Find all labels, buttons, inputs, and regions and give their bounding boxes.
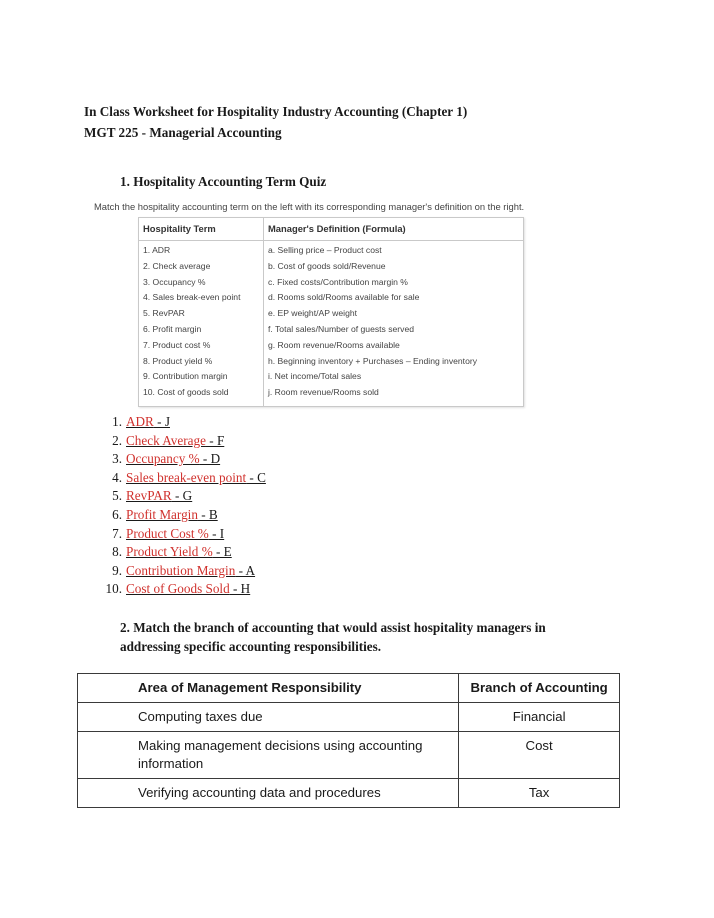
answer-letter: - I [208,525,225,541]
quiz-col-term-header: Hospitality Term [143,223,216,234]
quiz-term: 3. Occupancy % [143,276,206,287]
branch-column-header: Branch of Accounting [459,674,620,703]
answer-number: 7. [112,525,122,541]
quiz-definition: f. Total sales/Number of guests served [268,323,415,334]
quiz-term: 4. Sales break-even point [143,292,241,303]
quiz-definition: d. Rooms sold/Rooms available for sale [268,292,420,303]
quiz-term: 10. Cost of goods sold [143,387,229,398]
section2-heading: 2. Match the branch of accounting that would assist hospitality managers in addressing specific accounting responsibilities. [120,620,546,654]
area-cell: Computing taxes due [78,703,459,732]
table-row [78,703,620,732]
answer-text [126,506,218,525]
quiz-term: 5. RevPAR [143,308,185,319]
quiz-definition: b. Cost of goods sold/Revenue [268,260,386,271]
answer-letter: - A [235,562,256,578]
area-column-header: Area of Management Responsibility [78,674,459,703]
answer-term: Occupancy % [126,451,200,467]
answer-term: Product Yield % [126,544,213,560]
answer-text [126,487,192,506]
answer-letter: - B [197,506,218,522]
branch-table [77,673,620,808]
branch-table-header [78,674,620,703]
quiz-term: 6. Profit margin [143,323,202,334]
quiz-row [139,356,523,372]
answer-number: 5. [112,488,122,504]
answer-term: Sales break-even point [126,469,247,485]
answer-number: 10. [105,581,122,597]
quiz-row [139,292,523,308]
answer-number: 6. [112,506,122,522]
answer-term: Check Average [126,432,206,448]
quiz-col-definition-header: Manager's Definition (Formula) [268,223,406,234]
quiz-definition: e. EP weight/AP weight [268,308,358,319]
answer-letter: - E [212,544,232,560]
quiz-row [139,340,523,356]
quiz-table-header [139,218,523,241]
answer-letter: - J [153,414,170,429]
answer-text [126,525,224,544]
answer-text [126,450,220,469]
quiz-row [139,324,523,340]
answer-number: 9. [112,562,122,578]
quiz-row [139,387,523,403]
answer-text [126,413,170,432]
quiz-definition: j. Room revenue/Rooms sold [268,387,379,398]
quiz-term: 2. Check average [143,260,211,271]
answer-number: 2. [112,432,122,448]
quiz-row [139,308,523,324]
worksheet-title-line1: In Class Worksheet for Hospitality Industry Accounting (Chapter 1) [84,104,468,119]
branch-cell: Tax [459,779,620,808]
quiz-definition: h. Beginning inventory + Purchases – Ending inventory [268,355,478,366]
worksheet-title-line2: MGT 225 - Managerial Accounting [84,125,282,140]
quiz-term: 8. Product yield % [143,355,213,366]
quiz-table [138,217,524,407]
answer-term: Product Cost % [126,525,209,541]
answer-text [126,562,255,581]
table-row [78,779,620,808]
area-cell: Making management decisions using accounting information [78,732,459,779]
answer-term: Profit Margin [126,506,198,522]
quiz-term: 1. ADR [143,245,171,255]
answer-text [126,432,224,451]
table-row [78,732,620,779]
quiz-row [139,277,523,293]
answer-term: RevPAR [126,488,172,504]
quiz-row [139,261,523,277]
answer-text [126,543,232,562]
answer-number: 4. [112,469,122,485]
area-cell: Verifying accounting data and procedures [78,779,459,808]
answer-term: ADR [126,414,154,429]
answer-letter: - F [205,432,225,448]
quiz-image [92,197,576,409]
quiz-rows [139,245,523,403]
answer-letter: - C [246,469,266,485]
answer-letter: - G [171,488,193,504]
answer-term: Contribution Margin [126,562,236,578]
quiz-term: 9. Contribution margin [143,371,228,382]
quiz-row [139,371,523,387]
section1-heading: 1. Hospitality Accounting Term Quiz [120,174,327,189]
answer-letter: - H [229,581,251,597]
answer-number: 3. [112,451,122,467]
answer-text [126,469,266,488]
answer-number: 8. [112,544,122,560]
quiz-definition: g. Room revenue/Rooms available [268,339,400,350]
quiz-definition: a. Selling price – Product cost [268,245,382,255]
quiz-instruction: Match the hospitality accounting term on the left with its corresponding manager's definition on the right. [94,201,525,212]
quiz-definition: c. Fixed costs/Contribution margin % [268,276,408,287]
answer-term: Cost of Goods Sold [126,581,230,597]
answer-letter: - D [199,451,221,467]
branch-cell: Financial [459,703,620,732]
branch-cell: Cost [459,732,620,779]
answer-number: 1. [112,414,122,429]
quiz-term: 7. Product cost % [143,339,211,350]
answer-text [126,580,250,599]
worksheet-title [84,101,467,143]
quiz-row [139,245,523,261]
quiz-definition: i. Net income/Total sales [268,371,362,382]
